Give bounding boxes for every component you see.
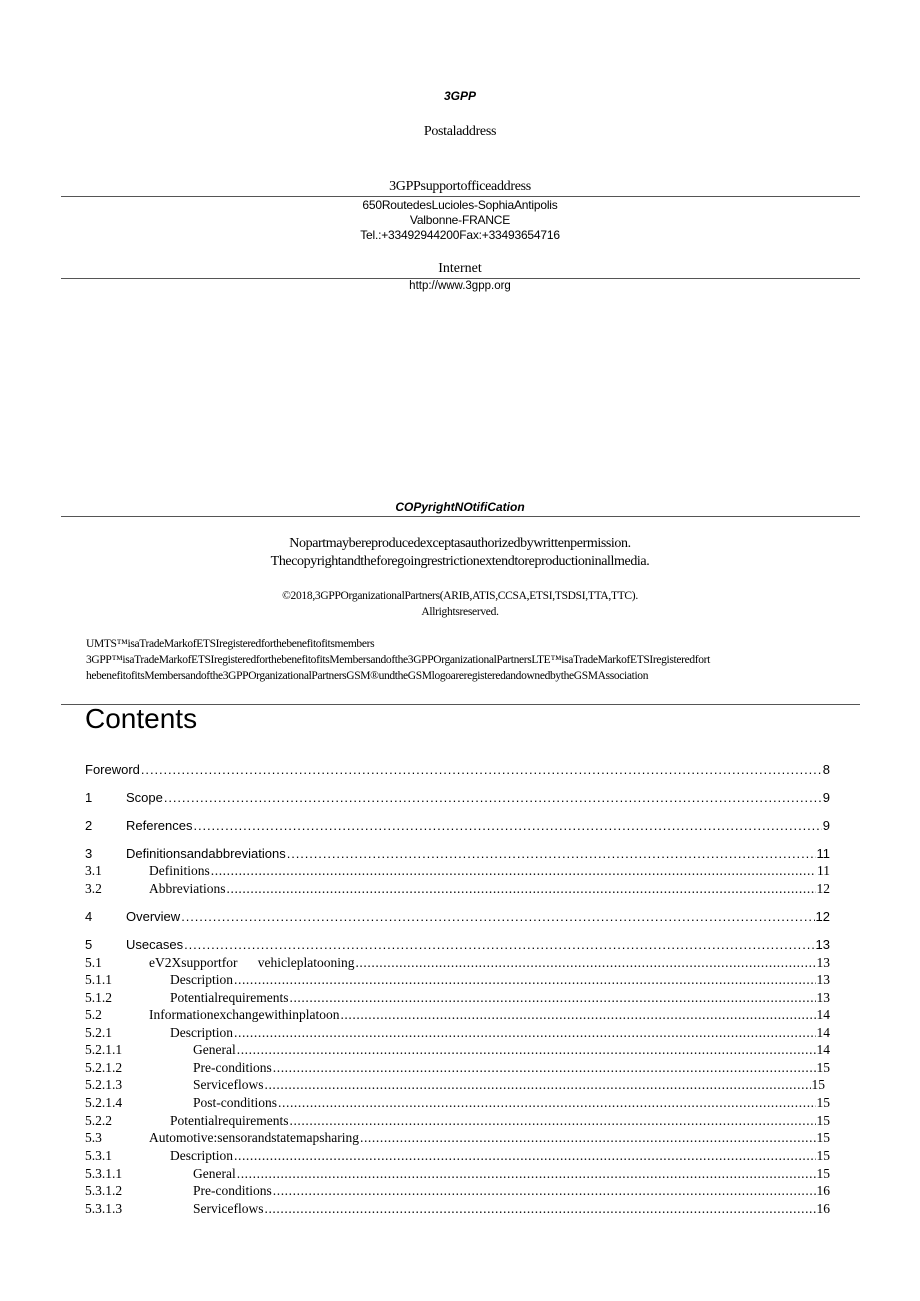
toc-entry-number: 5.2.1 [85,1025,112,1040]
toc-entry-5-2-1[interactable] [85,1025,830,1041]
copyright-rights: Allrightsreserved. [421,606,499,618]
toc-entry-number: 5.1.1 [85,972,112,987]
toc-entry-5-1-1[interactable] [85,972,830,988]
toc-entry-page: 14 [816,1025,830,1040]
toc-entry-label: Usecases [126,937,184,952]
toc-entry-label: Potentialrequirements [170,990,289,1005]
toc-entry-number: 2 [85,818,93,833]
toc-entry-page: 15 [816,1060,830,1075]
toc-leader-dots [289,990,815,1006]
toc-entry-label: Overview [126,909,181,924]
toc-entry-number: 5.2.1.2 [85,1060,123,1075]
toc-leader-dots [234,1025,816,1041]
toc-entry-label: Serviceflows [193,1201,264,1216]
toc-entry-label: Pre-conditions [193,1183,272,1198]
toc-leader-dots [237,1166,816,1182]
toc-leader-dots [273,1183,816,1199]
toc-leader-dots [278,1095,815,1111]
toc-leader-dots [264,1077,810,1093]
toc-entry-number: 3 [85,846,93,861]
toc-entry-page: 13 [815,937,830,952]
toc-leader-dots [289,1113,815,1129]
toc-entry-5-3-1-2[interactable] [85,1183,830,1199]
toc-entry-5-2-1-4[interactable] [85,1095,830,1111]
toc-entry-5-3-1-1[interactable] [85,1166,830,1182]
toc-entry-number: 5.2.2 [85,1113,112,1128]
toc-entry-definitions-and-abbreviations[interactable] [85,846,830,861]
toc-entry-page: 15 [811,1077,825,1092]
toc-entry-label: Potentialrequirements [170,1113,289,1128]
copyright-partners: ©2018,3GPPOrganizationalPartners(ARIB,ATIS,CCSA,ETSI,TSDSI,TTA,TTC). [282,590,638,602]
toc-entry-number: 3.2 [85,881,102,896]
internet-label: Internet [438,261,482,276]
toc-entry-label: General [193,1166,236,1181]
toc-leader-dots [234,972,816,988]
toc-entry-number: 5.2 [85,1007,102,1022]
trademark-line: hebenefitofitsMembersandofthe3GPPOrganizationalPartnersGSM®undtheGSMlogoareregisteredandownedbytheGSMAssociation [86,670,649,682]
toc-entry-label: Foreword [85,762,140,777]
toc-leader-dots [234,1148,816,1164]
toc-entry-overview[interactable] [85,909,830,924]
toc-entry-5-1-2[interactable] [85,990,830,1006]
toc-entry-number: 5.1 [85,955,102,970]
copyright-notice-line: Thecopyrightandtheforegoingrestrictionextendtoreproductioninallmedia. [270,554,650,569]
toc-entry-definitions[interactable] [85,863,830,879]
website-link[interactable]: http://www.3gpp.org [409,280,511,292]
toc-leader-dots [360,1130,816,1146]
toc-entry-5-1[interactable] [85,955,830,971]
toc-entry-label: Definitions [149,863,210,878]
toc-leader-dots [227,881,816,897]
toc-entry-label: Definitionsandabbreviations [126,846,286,861]
toc-entry-page: 9 [822,790,830,805]
toc-entry-number: 5.3.1.3 [85,1201,123,1216]
toc-entry-page: 11 [816,846,830,861]
toc-entry-page: 15 [816,1166,830,1181]
trademark-line: 3GPP™isaTradeMarkofETSIregisteredforthebenefitofitsMembersandofthe3GPPOrganizationalPartnersLTE™isaTradeMarkofETSIregisteredfort [86,654,710,666]
address-line-street: 650RoutedesLucioles-SophiaAntipolis [362,198,558,212]
toc-entry-scope[interactable] [85,790,830,805]
toc-entry-label: Serviceflows [193,1077,264,1092]
toc-entry-use-cases[interactable] [85,937,830,952]
postal-address-label: Postaladdress [423,124,497,139]
toc-entry-label: Automotive:sensorandstatemapsharing [149,1130,359,1145]
toc-entry-number: 1 [85,790,93,805]
toc-entry-number: 5.2.1.1 [85,1042,123,1057]
toc-entry-abbreviations[interactable] [85,881,830,897]
toc-entry-references[interactable] [85,818,830,833]
toc-entry-number: 5.2.1.4 [85,1095,123,1110]
toc-entry-number: 5.3.1 [85,1148,112,1163]
toc-entry-5-2[interactable] [85,1007,830,1023]
toc-leader-dots [273,1060,816,1076]
toc-entry-number: 4 [85,909,93,924]
toc-entry-page: 15 [816,1113,830,1128]
toc-entry-number: 5.2.1.3 [85,1077,123,1092]
address-line-city: Valbonne-FRANCE [409,213,511,227]
toc-entry-label: Abbreviations [149,881,226,896]
toc-leader-dots [340,1007,815,1023]
divider [61,516,860,517]
divider [61,196,860,197]
divider [61,278,860,279]
toc-entry-page: 15 [816,1095,830,1110]
toc-entry-page: 13 [816,955,830,970]
address-line-phone: Tel.:+33492944200Fax:+33493654716 [360,228,560,242]
toc-entry-label: eV2Xsupportfor vehicleplatooning [149,955,355,970]
toc-entry-page: 14 [816,1007,830,1022]
toc-entry-5-2-1-1[interactable] [85,1042,830,1058]
toc-leader-dots [264,1201,815,1217]
toc-entry-number: 5 [85,937,93,952]
toc-entry-foreword[interactable] [85,762,830,777]
toc-entry-page: 9 [822,818,830,833]
toc-entry-number: 3.1 [85,863,102,878]
toc-entry-5-3[interactable] [85,1130,830,1146]
trademark-line: UMTS™isaTradeMarkofETSIregisteredforthebenefitofitsmembers [86,638,375,650]
toc-leader-dots [211,863,816,879]
toc-entry-page: 16 [816,1201,830,1216]
toc-entry-page: 12 [816,881,830,896]
toc-leader-dots [193,818,821,833]
copyright-notice-line: Nopartmaybereproducedexceptasauthorizedbywrittenpermission. [289,536,631,551]
toc-leader-dots [355,955,815,971]
toc-entry-label: Description [170,1025,233,1040]
toc-entry-page: 16 [816,1183,830,1198]
toc-entry-page: 15 [816,1130,830,1145]
toc-entry-label: Pre-conditions [193,1060,272,1075]
toc-entry-page: 8 [822,762,830,777]
toc-entry-page: 14 [816,1042,830,1057]
toc-entry-label: Description [170,1148,233,1163]
toc-entry-label: References [126,818,193,833]
toc-entry-number: 5.3.1.1 [85,1166,123,1181]
toc-entry-page: 13 [816,990,830,1005]
toc-leader-dots [181,909,814,924]
toc-entry-number: 5.1.2 [85,990,112,1005]
support-office-label: 3GPPsupportofficeaddress [389,179,531,194]
toc-entry-number: 5.3 [85,1130,102,1145]
toc-entry-number: 5.3.1.2 [85,1183,123,1198]
copyright-heading: COPyrightNOtifiCation [395,500,525,514]
toc-entry-5-3-1-3[interactable] [85,1201,830,1217]
toc-entry-label: Post-conditions [193,1095,278,1110]
toc-entry-5-2-1-2[interactable] [85,1060,830,1076]
toc-entry-page: 11 [817,863,830,878]
toc-entry-5-2-1-3[interactable] [85,1077,825,1093]
contents-title: Contents [85,703,198,734]
toc-entry-label: General [193,1042,236,1057]
toc-entry-label: Description [170,972,233,987]
toc-entry-label: Informationexchangewithinplatoon [149,1007,340,1022]
toc-leader-dots [237,1042,816,1058]
toc-entry-label: Scope [126,790,163,805]
toc-leader-dots [287,846,816,861]
toc-entry-5-3-1[interactable] [85,1148,830,1164]
toc-leader-dots [184,937,814,952]
toc-entry-5-2-2[interactable] [85,1113,830,1129]
toc-entry-page: 12 [815,909,830,924]
toc-entry-page: 13 [816,972,830,987]
org-title: 3GPP [443,89,476,103]
toc-leader-dots [164,790,822,805]
toc-leader-dots [141,762,822,777]
toc-entry-page: 15 [816,1148,830,1163]
